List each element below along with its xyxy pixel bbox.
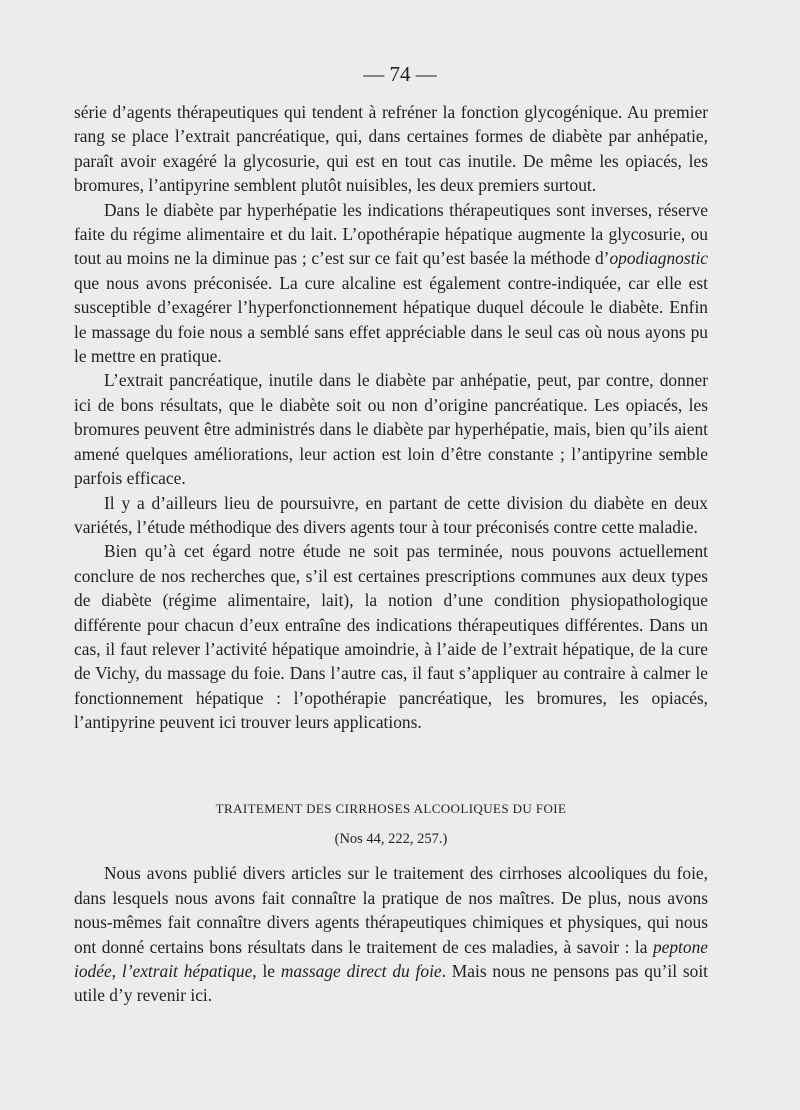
paragraph-3: L’extrait pancréatique, inutile dans le diabète par anhépatie, peut, par contre, donner ici de bons résultats, que le diabète soit ou non d’origine pancréatique. Les opiacés, les bromures peuvent être administrés dans le diabète par hyperhépatie, mais, bien qu’ils aient amené quelques améliorations, leur action est loin d’être constante ; l’antipyrine semble parfois efficace.	[74, 370, 708, 489]
section-italic-1: peptone iodée	[74, 936, 708, 981]
paragraph-1: série d’agents thérapeutiques qui tendent à refréner la fonction glycogénique. Au premier rang se place l’extrait pancréatique, qui, dans certaines formes de diabète par anhépatie, paraît avoir exagéré la glycosurie, qui est en tout cas inutile. De même les opiacés, les bromures, l’antipyrine semblent plutôt nuisibles, les deux premiers surtout.	[74, 102, 708, 196]
paragraph-5: Bien qu’à cet égard notre étude ne soit pas terminée, nous pouvons actuellement conclure de nos recherches que, s’il est certaines prescriptions communes aux deux types de diabète (régime alimentaire, lait), la notion d’une condition physiopathologique différente pour chacun d’eux entraîne des indications thérapeutiques différentes. Dans un cas, il faut relever l’activité hépatique amoindrie, à l’aide de l’extrait hépatique, de la cure de Vichy, du massage du foie. Dans l’autre cas, il faut s’appliquer au contraire à calmer le fonctionnement hépatique : l’opothérapie pancréatique, les bromures, les opiacés, l’antipyrine peuvent ici trouver leurs applications.	[74, 541, 708, 733]
section-italic-2: l’extrait hépatique	[121, 961, 253, 981]
paragraph-2	[74, 198, 708, 369]
section-sep-1: ,	[111, 961, 122, 981]
paragraph-2-rest: que nous avons préconisée. La cure alcaline est également contre-indiquée, car elle est susceptible d’exagérer l’hyperfonctionnement hépatique duquel découle le diabète. Enfin le massage du foie nous a semblé sans effet appréciable dans le seul cas où nous ayons pu le mettre en pratique.	[74, 272, 708, 367]
section-text-a: Nous avons publié divers articles sur le traitement des cirrhoses alcooliques du foie, dans lesquels nous avons fait connaître la pratique de nos maîtres. De plus, nous avons nous-mêmes fait connaître divers agents thérapeutiques chimiques et physiques, qui nous ont donné certains bons résultats dans le traitement de ces maladies, à savoir : la	[74, 863, 708, 957]
paragraph-4: Il y a d’ailleurs lieu de poursuivre, en partant de cette division du diabète en deux variétés, l’étude méthodique des divers agents tour à tour préconisés contre cette maladie.	[74, 492, 708, 537]
paragraph-2-italic: opodiagnostic	[609, 248, 708, 269]
body-text	[74, 100, 708, 1008]
section-reference: (Nos 44, 222, 257.)	[334, 830, 448, 847]
section-text-b: . Mais nous ne pensons pas qu’il soit utile d’y revenir ici.	[74, 961, 708, 1006]
paragraph-2-start: Dans le diabète par hyperhépatie les indications thérapeutiques sont inverses, réserve faite du régime alimentaire et du lait. L’opothérapie hépatique augmente la glycosurie, ou tout au moins ne la diminue pas ; c’est sur ce fait qu’est basée la méthode d’	[74, 199, 708, 269]
section-sep-2: , le	[252, 961, 281, 981]
section-paragraph	[74, 861, 708, 1007]
page-number: — 74 —	[363, 62, 437, 86]
section-title: TRAITEMENT DES CIRRHOSES ALCOOLIQUES DU FOIE	[215, 800, 567, 816]
section-italic-3: massage direct du foie	[280, 961, 442, 981]
